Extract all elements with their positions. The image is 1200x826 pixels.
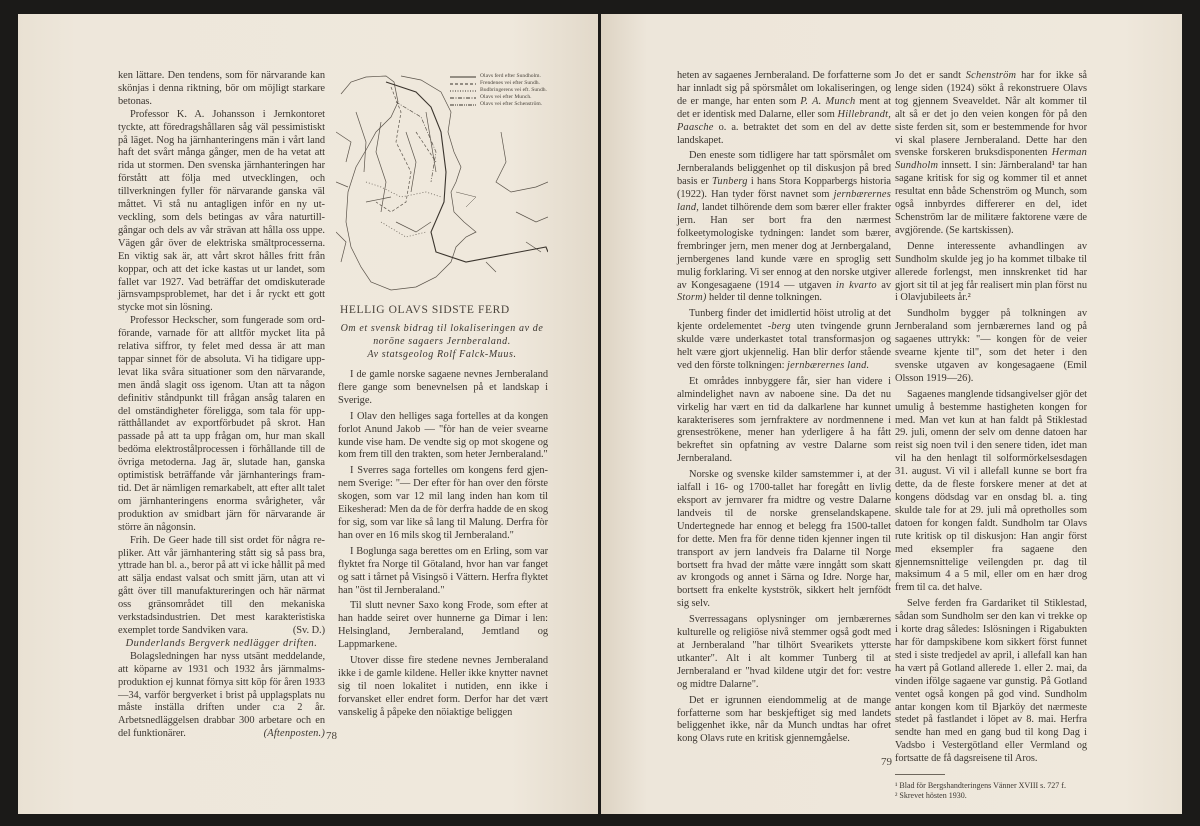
legend-label: Budbringerens vei eft. Sundh. [480,87,547,93]
legend-entry [450,80,547,87]
text-run: Den eneste som tidligere har tatt spörsmålet om Jernberalands beliggenhet op til diskusjon på bred basis er [677,150,891,188]
text-run: Sundholm bygger på tolkningen av Jernberaland som jernbærernes land og på sagaenes uttrykk: "— kongen fòr de veier svearne kjente til", som det heter i den svenske utgaven av kongesagaene (Emil Olsson 1919—26). [895,308,1087,384]
footnote: ¹ Blad för Bergshandteringens Vänner XVIII s. 727 f. [895,781,1066,791]
legend-line-swatch [450,75,476,79]
paragraph [118,70,325,109]
text-run: Sverressagans oplysninger om jernbærernes kulturelle og religiöse nivå stemmer også godt med at Jernberaland "har tilhört Svearikets ytterste utkanter". Alt i alt kommer Tunberg til at Jernberaland er "hvad kildene utgir det for: vestre og midtre Dalarne". [677,614,891,690]
emphasis: in kvarto [835,279,877,291]
emphasis: Hillebrandt, Paasche [677,108,891,133]
text-run: Professor K. A. Johansson i Jernkontoret tyckte, att föredragshållaren såg väl pessimistiskt på läget. Nog ha järnhanteringens män i vårt land haft det svårt många gånger, men de ha vetat att rida ut stormen. Den svenska järnhanteringen har förstått att följa med utvecklingen, och tillverkningen fyller för närvarande ganska väl måttet. Vi stå nu antagligen inför en ny utveckling, som dels betingas av våra naturtillgångar och dels av vår strävan att hålla oss uppe. Vägen går över de elektriska smältprocesserna. En viktig sak är, att vårt skrot hålles fritt från koppar, och att det icke kastas ut ur landet, som fallet var 1927. Vad beträffar det omdiskuterade järnsvampsproblemet, har det i år ryckt ett gott stycke mot sin lösning. [118,108,325,314]
paragraph [118,315,325,534]
text-run: I Olav den helliges saga fortelles at da kongen forlot Anund Jakob — "fòr han de veier svearne kunde vise ham. De vendte sig op mot skogene og kom frem till den trakten, som heter Jernberaland." [338,410,548,461]
legend-line-swatch [450,82,476,86]
footnote-divider [895,774,945,775]
paragraph [677,695,891,747]
footnote: ² Skrevet hösten 1930. [895,791,967,801]
text-run: ment at det er identisk med Dalarne, eller som [677,95,891,120]
paragraph [338,411,548,463]
paragraph [895,598,1087,766]
text-run: Det er igrunnen eiendommelig at de mange forfatterne som har beskjeftiget sig med landets beliggenhet ikke, når da Munch undtas har ofret kong Olavs rute en kritisk gjennemgåelse. [677,694,891,745]
paragraph [338,600,548,652]
text-run: Tunberg finder det imidlertid höist utrolig at det kjente ordelementet [677,308,891,333]
paragraph [895,70,1087,238]
page-number-left: 78 [326,730,337,742]
paragraph [118,535,325,638]
news-headline: Dunderlands Bergverk nedlägger driften. [125,637,318,649]
text-run: innsett. I sin: Järnberaland¹ tar han sagane kritisk for sig og kommer til et annet resultat enn både Schenström og Munch, som også innbyrdes differerer en del, idet Schenström lar de militære faktorene være de avgjörende. (Se kartskissen). [895,160,1087,236]
emphasis: Herman Sundholm [895,147,1087,172]
legend-label: Olavs vei efter Schenström. [480,101,543,107]
text-run: Utover disse fire stedene nevnes Jernberaland ikke i de gamle kildene. Heller ikke knytter navnet sig til noen lokalitet i nutiden, enn ikke i forvansket eller endret form. Derfor har det vært vanskelig å påpeke den nöiaktige beliggen [338,655,548,718]
emphasis: Schenström [965,70,1017,81]
text-run: Selve ferden fra Gardariket til Stiklestad, sådan som Sundholm ser den kan vi trekke op i korte drag således: Islösningen i Rigabukten har för dampskibene kom sikkert först funnet sted i siste tredjedel av april, i allefall kan han ha vært på Gotland allerede 1. eller 2. mai, da vinden ifölge sagaene var gunstig. På Gotland ventet også kongen på god vind. Sundholm antar kongen kom til Bjarköy det nærmeste stedet på fastlandet i löpet av 8. mai. Herfra sendte han med en gang bud til kong Dag i Vadsbo i Vestergötland eller Vermland og fortsatte de få dagsreisene til Aros. [895,598,1087,765]
legend-entry [450,94,547,101]
paragraph [677,308,891,373]
text-run: helder til denne tolkningen. [706,292,822,304]
text-run: I Sverres saga fortelles om kongens ferd gjennem Sverige: "— Der efter fòr han over den förste skogen, som var 12 mil lang inden han kom til Eikesherad: Men da de fòr derfra hadde de en skog for sig, som var like så lang til Malung. Derfra fòr han over en 16 mils skog til Jernberaland." [338,465,548,541]
legend-entry [450,101,547,108]
paragraph [677,150,891,305]
emphasis: Storm) [677,292,707,304]
text-run: Frih. De Geer hade till sist ordet för några repliker. Att vår järnhantering stått sig så pass bra, yttrade han bl. a., beror på att vi icke hållit på med att sälja endast valsat och smitt järn, utan att vi gått över till manufaktureringen och här närmat oss gränsområdet till den mekaniska verkstadsindustrien. Det mest karakteristiska exemplet torde Sandviken vara. [118,534,325,636]
text-run: Jo det er sandt [895,70,966,81]
text-run: Denne interessente avhandlingen av Sundholm skulde jeg jo ha kommet tilbake til allerede forlengst, men innskrenket tid har gjort sit til at jeg får realisert min plan först nu i Olavjubileets år.² [895,240,1087,304]
legend-label: Olavs ferd efter Sundholm. [480,73,541,79]
text-run: Bolagsledningen har nyss utsänt meddelande, att köparne av 1931 och 1932 års järnmalmsproduktion ej kunnat förnya sitt köp för åren 1933—34, varför bergverket i brist på upplagsplats nu måste inställa driften under c:a 2 år. Arbetsnedläggelsen drabbar 300 arbetare och en del funktionärer. [118,650,325,740]
article-column-3 [895,70,1087,766]
paragraph [338,369,548,408]
text-run: heten av sagaenes Jernberaland. De forfatterne som har innladt sig på spörsmålet om lokaliseringen, og de er mange, har enten som [677,70,891,107]
article-subtitle [336,322,548,361]
article-column-2 [677,70,891,746]
emphasis: jernbærernes land. [787,359,870,371]
text-run: I de gamle norske sagaene nevnes Jernberaland flere gange som benevnelsen på et landskap i Sverige. [338,369,548,406]
article-column-3-block [895,70,1087,801]
article-block [326,303,548,743]
paragraph [677,70,891,147]
footnote-block [895,766,1087,801]
text-run: uten tvingende grunn skulde være underkastet total transformasjon og helt være gjort ukjennelig. Han blir derfor stående ved den förste tolkningen: [677,321,891,371]
text-run: Professor Heckscher, som fungerade som ordförande, varnade för att alltför mycket lita på relativa siffror, ty felet med dessa är att man tappar sinnet för de absoluta. Vi ha tidigare upplevat lika svåra situationer som den närvarande, men ändå slagit oss igenom. Utan att ta någon definitiv ståndpunkt till frågan ansåg talaren en del omständigheter föreligga, som tala för upprätthållandet av exportförbudet på skrot. Han passade på att ta upp frågan om, hur man skall bedöma elektrostålprocessen i förhållande till de övriga metoderna. Jag är, slutade han, ganska optimistisk beträffande vår järnhanterings framtid. Det är nämligen remarkabelt, att efter allt talet om järnhanteringens enorma svårigheter, vår produktion av smidbart järn för närvarande är större än någonsin. [118,315,325,533]
text-run: av [876,279,891,291]
legend-entry [450,87,547,94]
legend-line-swatch [450,89,476,93]
paragraph [895,308,1087,385]
article-column-1 [336,369,548,720]
emphasis: P. A. Munch [800,95,856,107]
article-column-2-block [677,70,891,769]
paragraph [677,376,891,466]
article-subtitle-line: Om et svensk bidrag til lokaliseringen av de noröne sagaers Jernberaland. [340,323,544,347]
paragraph [338,546,548,598]
text-run: ken lättare. Den tendens, som för närvarande kan skönjas i denna riktning, bör om möjligt starkare betonas. [118,70,325,107]
legend-label: Frendenes vei efter Sundh. [480,80,540,86]
paragraph [677,469,891,611]
paragraph [338,655,548,720]
paragraph [895,389,1087,596]
text-run: Norske og svenske kilder samstemmer i, at der ialfall i 16- og 1700-tallet har foregått en livlig eksport av jernvarer fra midtre og vestre Dalarne landveis til de norske grenselandskapene. Undertegnede har ennog et belegg fra 1500-tallet for dette. Men fra för denne tiden kjenner ingen til transport av jern landveis fra Dalarne til Norge bortsett fra hvad der måtte være inngått som skatt av krongods og annet i Särna og Idre. Norge har, bortsett fra enkelte kystströk, sikkert helt jernfödt sig selv. [677,469,891,610]
text-run: Et områdes innbyggere får, sier han videre i almindelighet navn av naboene sine. Da det nu virkelig har vært en tid da dalkarlene har kunnet karakteriseres som jernfraktere av nordmennene i grenseströkene, mener han yderligere å ha fått bekreftet sin opfatning av vestre Dalarne som Jernberaland. [677,375,891,465]
paragraph [118,651,325,741]
legend-line-swatch [450,103,476,107]
source-citation: (Sv. D.) [292,624,325,636]
paragraph [118,109,325,316]
emphasis: -berg [767,321,791,333]
left-column-text [118,70,325,741]
legend-line-swatch [450,96,476,100]
text-run: Sagaenes manglende tidsangivelser gjör det umulig å bestemme hastigheten kongen for med. Man vet kun at han faldt på Stiklestad 29. juli, omenn der selv om denne datoen har reist sig noen tvil i den senere tiden, idet man vil ha den henlagt til solformörkelsesdagen 31. august. Vi vil i allefall kunne se bort fra dette, da de fleste forskere mener at det at kongens dödsdag var en onsdag bl. a. ting skulde tale for at 29. juli må opretholles som datoen for kongen faldt. Sundholm tar Olavs rute kritisk op til diskusjon: Han angir först med eksempler fra sagaene den gjennemsnittelige veilengden pr. dag til maksimum 4 a 5 mil, eller om en hær drog frem til ca. det halve. [895,388,1087,594]
emphasis: jernbærernes land, [677,189,891,214]
text-run: I Boglunga saga berettes om en Erling, som var flyktet fra Norge til Götaland, hvor han var fanget og satt i tårnet på Visingsö i Vättern. Herfra flyktet han "öst til Jernberaland." [338,545,548,596]
text-run: har for ikke så lenge siden (1924) sökt å rekonstruere Olavs tog gjennem Sveaveldet. Når alt kommer til alt så er det jo den veien kongen fòr på den siste ferden sit, som er bestemmende for hvor vi skal plasere Jernberaland. Dette har den svenske forskeren bruksdisponenten [895,70,1087,159]
text-run: Til slutt nevner Saxo kong Frode, som efter at han hadde seiret over hunnerne ga Dimar i len: Helsingland, Jernberaland, Jemtland og Lappmarkene. [338,600,548,651]
map-legend [450,73,547,108]
emphasis: Tunberg [712,176,748,188]
legend-entry [450,73,547,80]
paragraph [895,241,1087,306]
page-number-right: 79 [881,756,892,769]
article-title: HELLIG OLAVS SIDSTE FERD [340,304,510,316]
article-byline: Av statsgeolog Rolf Falck-Muus. [367,349,517,360]
footnotes [895,781,1087,801]
paragraph [338,465,548,542]
paragraph [677,614,891,691]
source-citation: (Aftenposten.) [263,728,325,740]
text-run: o. a. betraktet det som en del av dette landskapet. [677,121,891,146]
legend-label: Olavs vei efter Munch. [480,94,532,100]
text-run: landet tilhörende dem som bærer eller frakter jern. Han ser bort fra den nærmest folkeetymologiske tydningen: landet som bærer, frembringer jern, men mener dog at Jernbergaland, jernbergenes land kunde være en sproglig sett mulig forklaring. Vi ser ennog at den norske utgiver av Kongesagaene (1914 — utgaven [677,202,891,291]
text-run: i hans Stora Kopparbergs historia (1922). Han tyder först navnet som [677,176,891,201]
